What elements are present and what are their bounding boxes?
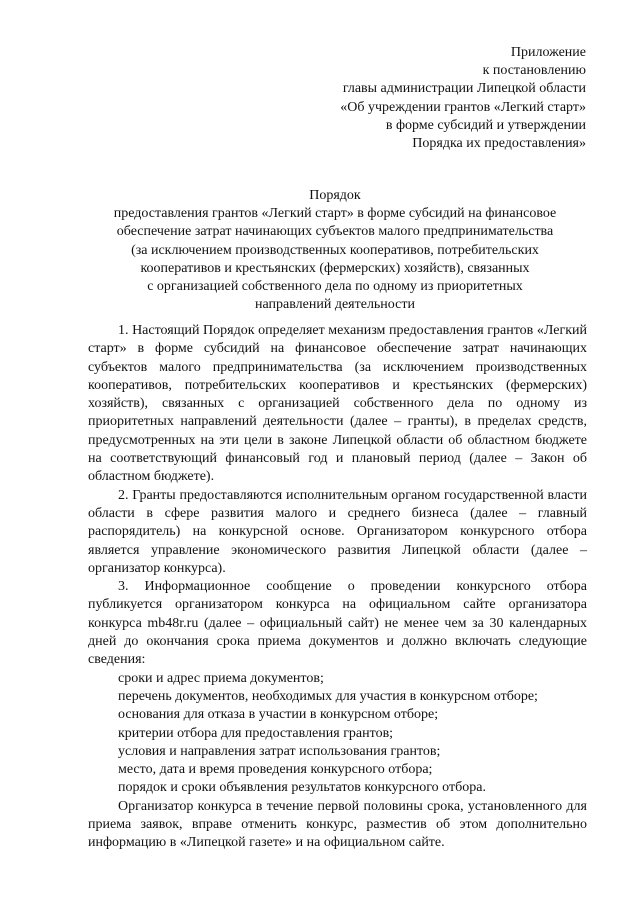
annex-block	[286, 44, 586, 153]
title-line: с организацией собственного дела по одному из приоритетных	[147, 279, 523, 295]
annex-line: в форме субсидий и утверждении	[385, 117, 586, 133]
title-line: (за исключением производственных кооперативов, потребительских	[131, 242, 539, 258]
list-item: критерии отбора для предоставления грантов;	[118, 725, 394, 741]
paragraph-1: 1. Настоящий Порядок определяет механизм предоставления грантов «Легкий старт» в форме субсидий на финансовое обеспечение затрат начинающих субъектов малого предпринимательства (за исключением производственных кооперативов, потребительских кооперативов и крестьянских (фермерских) хозяйств), связанных с организацией собственного дела по одному из приоритетных направлений деятельности (далее – гранты), в пределах средств, предусмотренных на эти цели в законе Липецкой области об областном бюджете на соответствующий финансовый год и плановый период (далее – Закон об областном бюджете).	[88, 323, 587, 485]
title-line: кооперативов и крестьянских (фермерских) хозяйств), связанных	[140, 260, 530, 276]
paragraph-3: 3. Информационное сообщение о проведении конкурсного отбора публикуется организатором конкурса на официальном сайте организатора конкурса mb48r.ru (далее – официальный сайт) не менее чем за 30 календарных дней до окончания срока приема документов и должно включать следующие сведения:	[88, 579, 587, 668]
paragraph-4: Организатор конкурса в течение первой половины срока, установленного для приема заявок, вправе отменить конкурс, разместив об этом дополнительно информацию в «Липецкой газете» и на официальном сайте.	[88, 798, 587, 851]
title-line: предоставления грантов «Легкий старт» в форме субсидий на финансовое	[113, 206, 557, 222]
list-item: порядок и сроки объявления результатов конкурсного отбора.	[118, 780, 486, 796]
title-line: направлений деятельности	[255, 297, 415, 313]
title-heading: Порядок	[309, 188, 361, 203]
document-body	[88, 322, 587, 853]
annex-line: главы администрации Липецкой области	[342, 81, 586, 97]
paragraph-2: 2. Гранты предоставляются исполнительным органом государственной власти области в сфере развития малого и среднего бизнеса (далее – главный распорядитель) на конкурсной основе. Организатором конкурсного отбора является управление экономического развития Липецкой области (далее – организатор конкурса).	[88, 487, 587, 576]
annex-line: к постановлению	[482, 63, 586, 79]
document-title	[70, 187, 600, 314]
list-item: сроки и адрес приема документов;	[118, 670, 324, 686]
annex-line: Приложение	[510, 45, 586, 60]
list-item: основания для отказа в участии в конкурсном отборе;	[118, 707, 439, 723]
list-item: условия и направления затрат использования грантов;	[118, 743, 441, 759]
title-line: обеспечение затрат начинающих субъектов малого предпринимательства	[116, 224, 554, 240]
annex-line: Порядка их предоставления»	[412, 136, 586, 152]
list-item: перечень документов, необходимых для участия в конкурсном отборе;	[118, 688, 538, 704]
list-item: место, дата и время проведения конкурсного отбора;	[118, 762, 433, 778]
annex-line: «Об учреждении грантов «Легкий старт»	[340, 99, 586, 115]
